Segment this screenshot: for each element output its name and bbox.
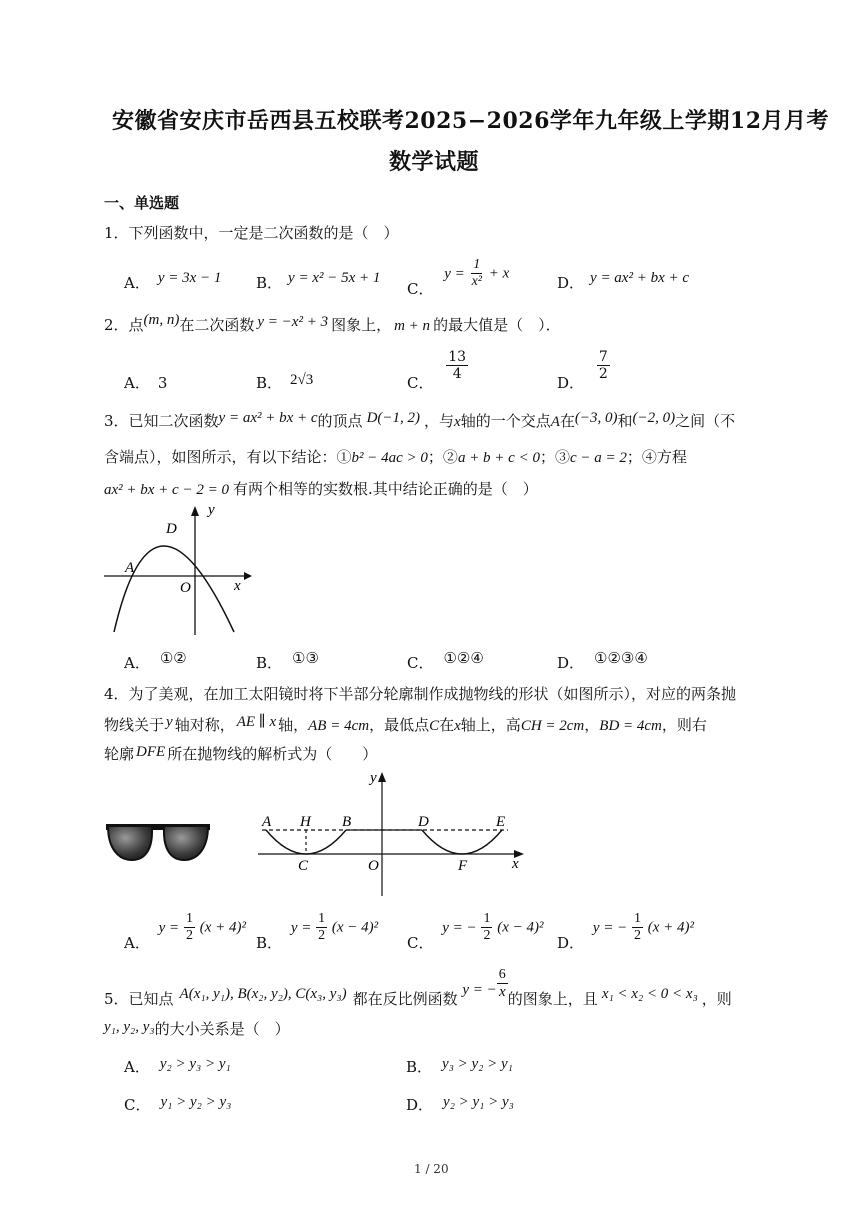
x-axis-label: x: [512, 856, 519, 872]
q5-line-1: 5．已知点 A(x₁, y₁), B(x₂, y₂), C(x₃, y₃) 都在反比例函数 y = − $\frac{6}{x}$ 的图象上，且 x₁ < x₂ < 0 < x₃ ，则: [104, 967, 732, 1008]
q2-stem: 2．点(m, n)在二次函数 y = −x² + 3 图象上， m + n 的最大值是（ ）．: [104, 312, 561, 334]
right-parabola: [422, 830, 502, 854]
point-d-label: D: [418, 814, 429, 830]
point-h-label: H: [300, 814, 311, 830]
q1-option-c: C． y = $\frac{1}{\text{x²}}$ + x: [407, 257, 510, 298]
q4-option-d: D． y = − $\frac{1}{2}$ (x + 4)²: [557, 911, 695, 952]
y-axis-arrow: [378, 772, 386, 782]
q4-option-c: C． y = − $\frac{1}{2}$ (x − 4)²: [407, 911, 544, 952]
y-axis-arrow: [191, 506, 199, 516]
page-number: 1 / 20: [414, 1162, 449, 1176]
q3-option-d: D． ①②③④: [557, 649, 648, 672]
q1-option-d: D． y = ax² + bx + c: [557, 270, 690, 292]
origin-label: O: [180, 580, 191, 596]
q1-option-b: B． y = x² − 5x + 1: [256, 270, 381, 292]
origin-label: O: [368, 858, 379, 874]
section-heading: 一、单选题: [104, 194, 180, 212]
q4-option-a: A． y = $\frac{1}{2}$ (x + 4)²: [124, 911, 246, 952]
y-axis-label: y: [370, 770, 377, 786]
title-line-1: 安徽省安庆市岳西县五校联考2025−2026学年九年级上学期12月月考: [112, 108, 830, 134]
q2-option-b: B． 2√3: [256, 372, 314, 392]
x-axis-label: x: [234, 578, 241, 594]
q5-option-b: B． y₃ > y₂ > y₁: [406, 1056, 513, 1076]
q4-line-3: 轮廓 DFE 所在抛物线的解析式为（ ）: [104, 744, 378, 763]
q4-line-2: 物线关于 y 轴对称， AE ∥ x 轴，AB = 4cm，最低点C在x轴上，高CH = 2cm，BD = 4cm，则右: [104, 714, 707, 734]
parabola-curve: [114, 546, 234, 632]
point-f-label: F: [458, 858, 468, 874]
x-axis-arrow: [244, 572, 252, 580]
q3-line-3: ax² + bx + c − 2 = 0 有两个相等的实数根.其中结论正确的是（ ）: [104, 480, 538, 498]
q2-option-d: D． $\frac{7}{2}$: [557, 349, 608, 392]
q3-parabola-graph: [100, 500, 260, 640]
q3-option-a: A． ①②: [124, 649, 187, 672]
q3-line-2: 含端点），如图所示，有以下结论：①b² − 4ac > 0；②a + b + c < 0；③c − a = 2；④方程: [104, 448, 687, 466]
point-a-label: A: [262, 814, 272, 830]
q3-option-b: B． ①③: [256, 649, 319, 672]
title-line-2: 数学试题: [389, 149, 480, 175]
q2-option-c: C． $\frac{13}{4}$: [407, 349, 467, 392]
q5-option-c: C． y₁ > y₂ > y₃: [124, 1094, 232, 1114]
q5-option-a: A． y₂ > y₃ > y₁: [124, 1056, 231, 1076]
point-b-label: B: [342, 814, 352, 830]
q4-parabolas-graph: [252, 766, 532, 900]
sunglasses-image: [104, 818, 212, 864]
y-axis-label: y: [208, 502, 215, 518]
q1-stem: 1．下列函数中，一定是二次函数的是（ ）: [104, 224, 399, 242]
q5-line-2: y₁, y₂, y₃的大小关系是（ ）: [104, 1019, 290, 1038]
q3-option-c: C． ①②④: [407, 649, 484, 672]
point-e-label: E: [496, 814, 506, 830]
q4-line-1: 4．为了美观，在加工太阳镜时将下半部分轮廓制作成抛物线的形状（如图所示），对应的两条抛: [104, 685, 737, 703]
q5-option-d: D． y₂ > y₁ > y₃: [406, 1094, 514, 1114]
q4-option-b: B． y = $\frac{1}{2}$ (x − 4)²: [256, 911, 379, 952]
point-c-label: C: [298, 858, 309, 874]
point-a-label: A: [125, 560, 135, 576]
q2-option-a: A． 3: [124, 374, 168, 392]
q1-option-a: A． y = 3x − 1: [124, 270, 222, 292]
vertex-label: D: [166, 521, 177, 537]
q3-line-1: 3．已知二次函数y = ax² + bx + c的顶点 D(−1, 2) ，与x轴的一个交点A在(−3, 0)和(−2, 0)之间（不: [104, 410, 736, 430]
